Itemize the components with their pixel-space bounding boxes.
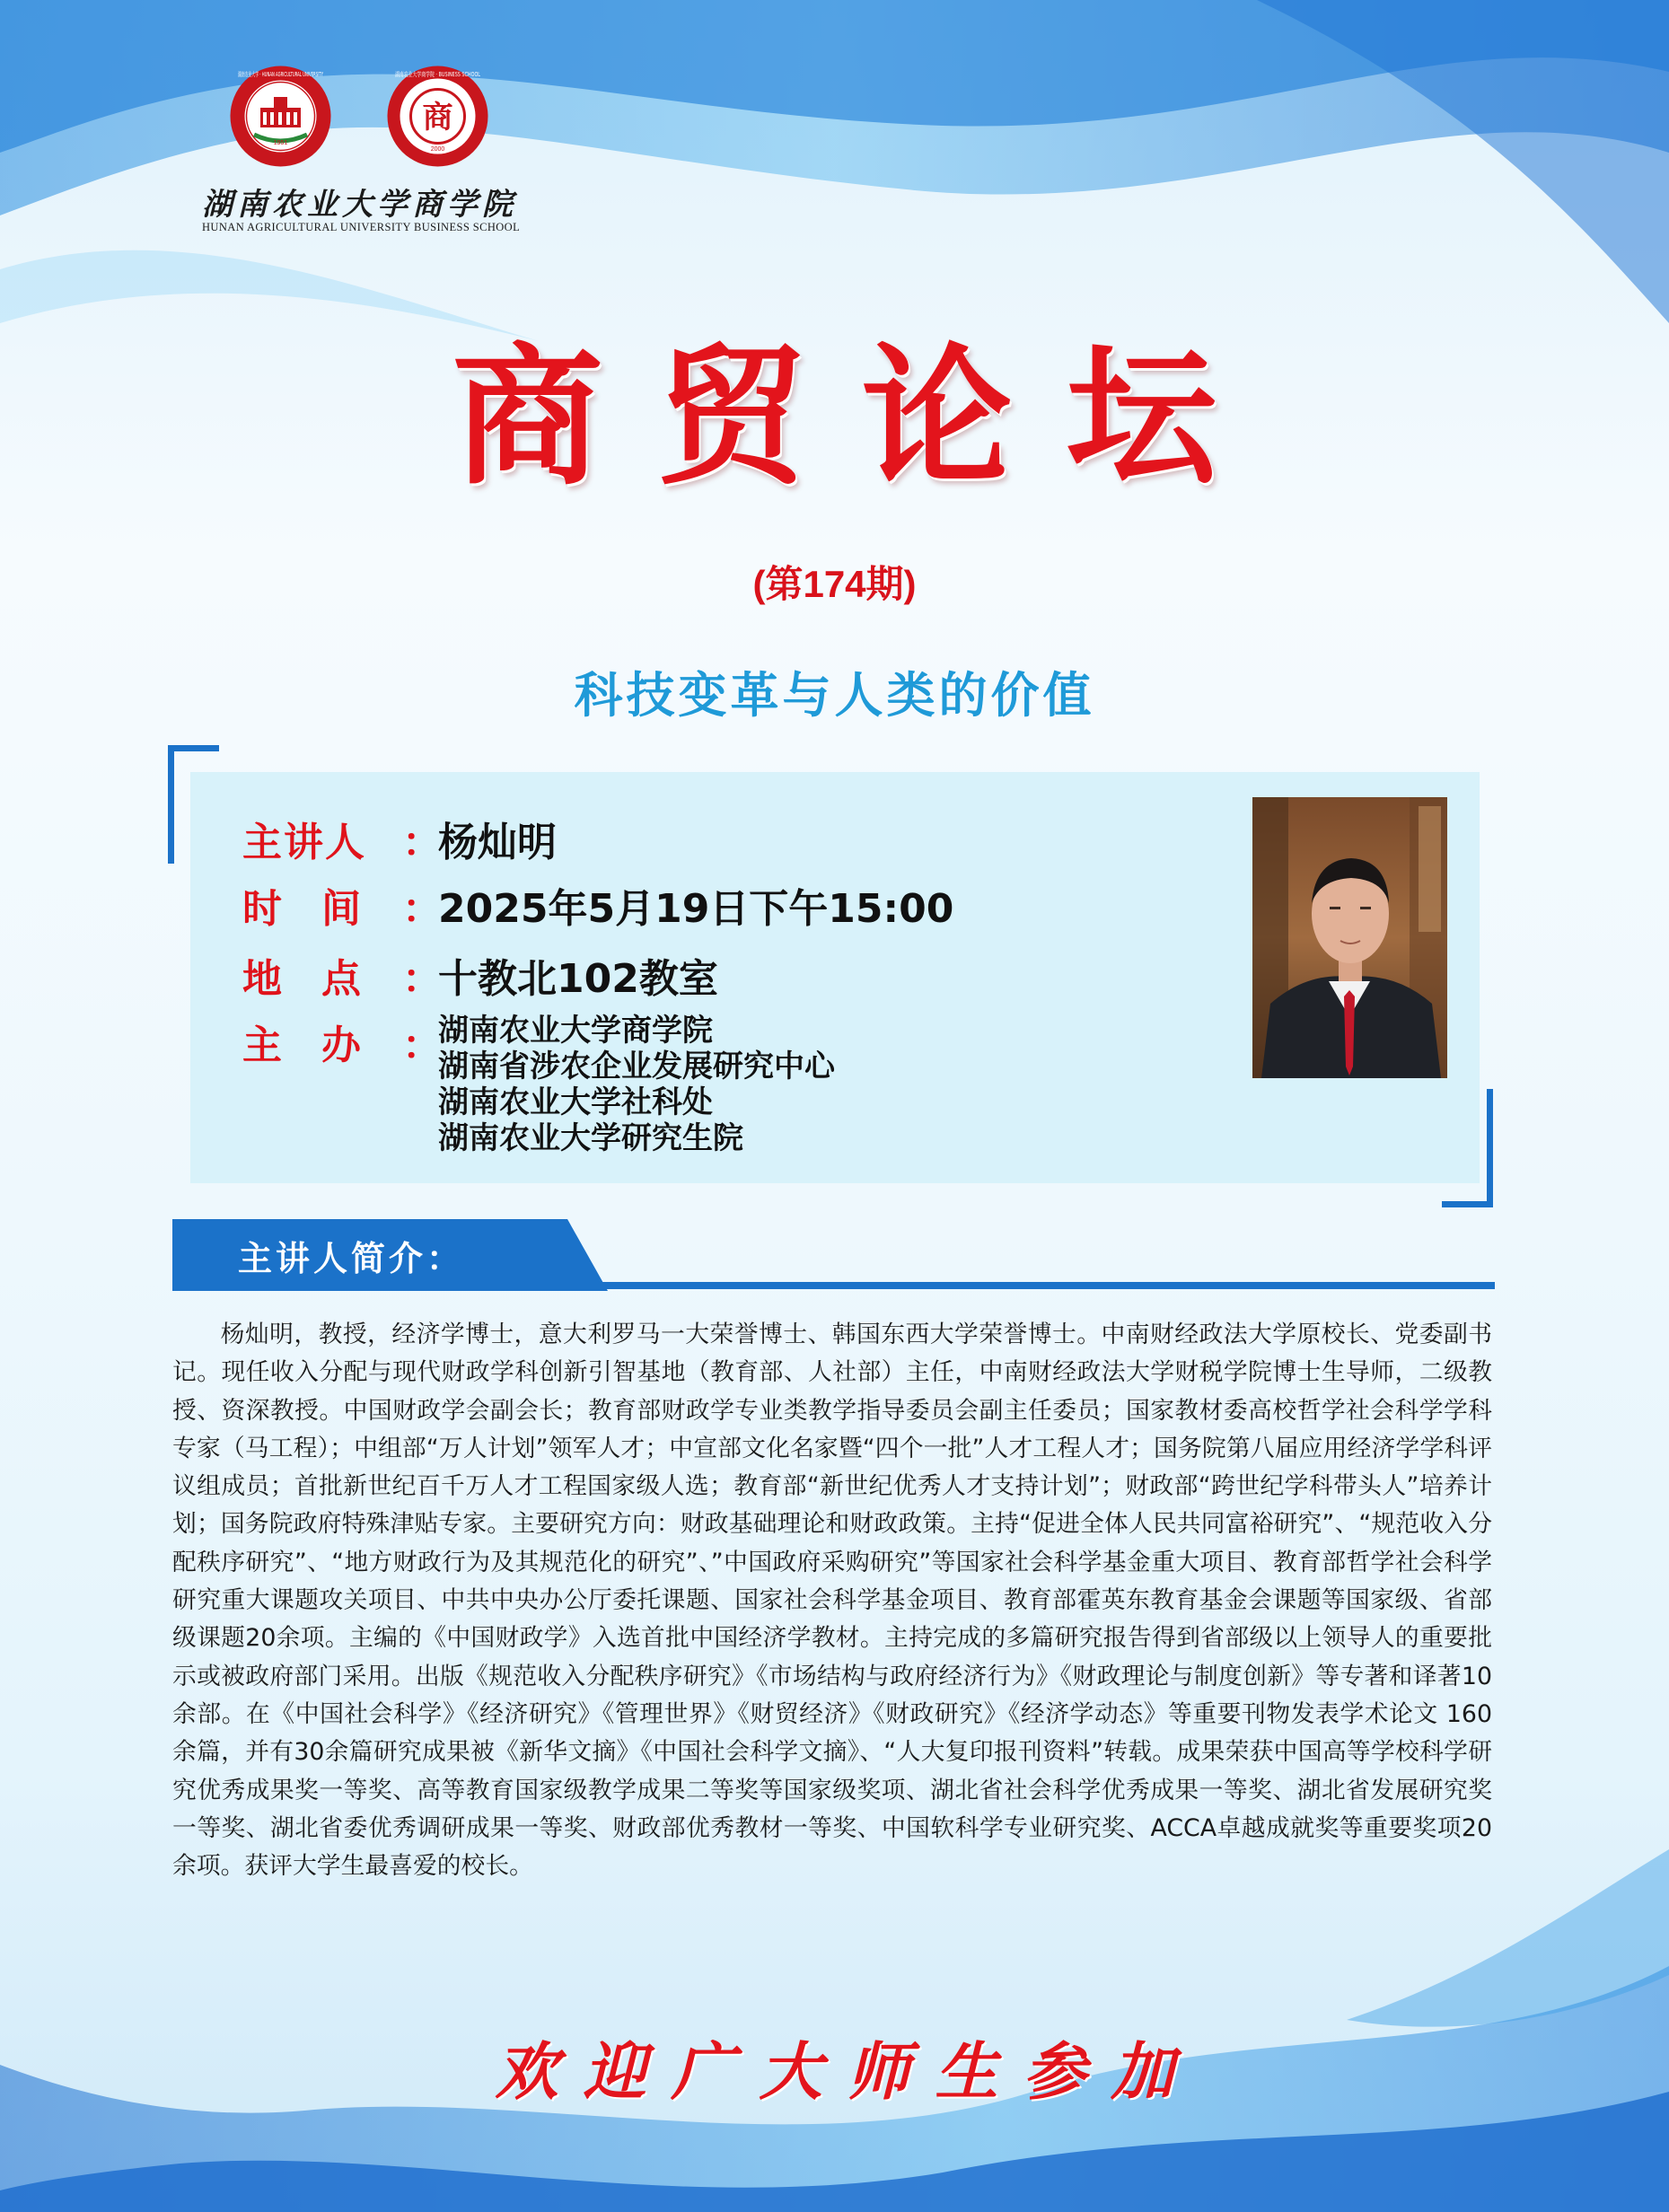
bio-divider <box>172 1282 1495 1289</box>
host-list <box>438 1013 835 1156</box>
host-item: 湖南农业大学商学院 <box>438 1013 713 1049</box>
welcome-message: 欢迎广大师生参加 <box>495 2034 1199 2109</box>
university-logo <box>229 65 393 168</box>
business-seal-text: 湖南农业大学商学院 · BUSINESS SCHOOL <box>395 71 518 78</box>
speaker-biography: 杨灿明，教授，经济学博士，意大利罗马一大荣誉博士、韩国东西大学荣誉博士。中南财经政法大学原校长、党委副书记。现任收入分配与现代财政学科创新引智基地（教育部、人社部）主任，中南财经政法大学财税学院博士生导师，二级教授、资深教授。中国财政学会副会长；教育部财政学专业类教学指导委员会副主任委员；国家教材委高校哲学社会科学学科专家（马工程）；中组部“万人计划”领军人才；中宣部文化名家暨“四个一批”人才工程人才；国务院第八届应用经济学学科评议组成员；首批新世纪百千万人才工程国家级人选；教育部“新世纪优秀人才支持计划”；财政部“跨世纪学科带头人”培养计划；国务院政府特殊津贴专家。主要研究方向：财政基础理论和财政政策。主持“促进全体人民共同富裕研究”、“规范收入分配秩序研究”、“地方财政行为及其规范化的研究”、”中国政府采购研究”等国家社会科学基金重大项目、教育部哲学社会科学研究重大课题攻关项目、中共中央办公厅委托课题、国家社会科学基金项目、教育部霍英东教育基金会课题等国家级、省部级课题20余项。主编的《中国财政学》入选首批中国经济学教材。主持完成的多篇研究报告得到省部级以上领导人的重要批示或被政府部门采用。出版《规范收入分配秩序研究》《市场结构与政府经济行为》《财政理论与制度创新》等专著和译著10余部。在《中国社会科学》《经济研究》《管理世界》《财贸经济》《财政研究》《经济学动态》等重要刊物发表学术论文 160 余篇，并有30余篇研究成果被《新华文摘》《中国社会科学文摘》、“人大复印报刊资料”转载。成果荣获中国高等学校科学研究优秀成果奖一等奖、高等教育国家级教学成果二等奖等国家级奖项、湖北省社会科学优秀成果一等奖、湖北省发展研究奖一等奖、湖北省委优秀调研成果一等奖、财政部优秀教材一等奖、中国软科学专业研究奖、ACCA卓越成就奖等重要奖项20余项。获评大学生最喜爱的校长。 <box>172 1321 1492 1881</box>
host-colon: ： <box>402 1023 442 1068</box>
speaker-photo <box>1252 797 1447 1078</box>
bio-heading: 主讲人简介： <box>238 1239 465 1278</box>
business-seal-center: 商 <box>422 100 453 136</box>
place-colon: ： <box>402 956 442 1002</box>
place-label: 地 点 <box>242 956 361 1002</box>
school-name: 湖南农业大学商学院 <box>202 187 517 223</box>
time-value: 2025年5月19日下午15:00 <box>438 886 954 932</box>
host-item: 湖南省涉农企业发展研究中心 <box>438 1049 835 1084</box>
time-colon: ： <box>402 886 442 932</box>
place-value: 十教北102教室 <box>438 956 718 1002</box>
time-label: 时 间 <box>242 886 361 932</box>
speaker-label: 主讲人 <box>242 820 366 865</box>
speaker-name: 杨灿明 <box>438 820 557 865</box>
school-name-english: HUNAN AGRICULTURAL UNIVERSITY BUSINESS SCHOOL <box>202 221 521 233</box>
lecture-topic: 科技变革与人类的价值 <box>574 667 1095 724</box>
forum-title: 商贸论坛 <box>452 328 1271 505</box>
business-school-logo <box>386 65 518 168</box>
host-label: 主 办 <box>242 1023 361 1068</box>
host-item: 湖南农业大学研究生院 <box>438 1120 743 1156</box>
business-seal-year: 2000 <box>430 146 445 153</box>
panel-bracket-bottom-right <box>1442 1089 1493 1207</box>
host-item: 湖南农业大学社科处 <box>438 1084 713 1120</box>
speaker-colon: ： <box>402 820 442 865</box>
panel-bracket-top-left <box>168 745 219 864</box>
university-seal-text: 湖南农业大学 · HUNAN AGRICULTURAL UNIVERSITY <box>238 71 393 78</box>
university-seal-year: 1951 <box>273 140 288 146</box>
issue-number: (第174期) <box>752 563 917 605</box>
